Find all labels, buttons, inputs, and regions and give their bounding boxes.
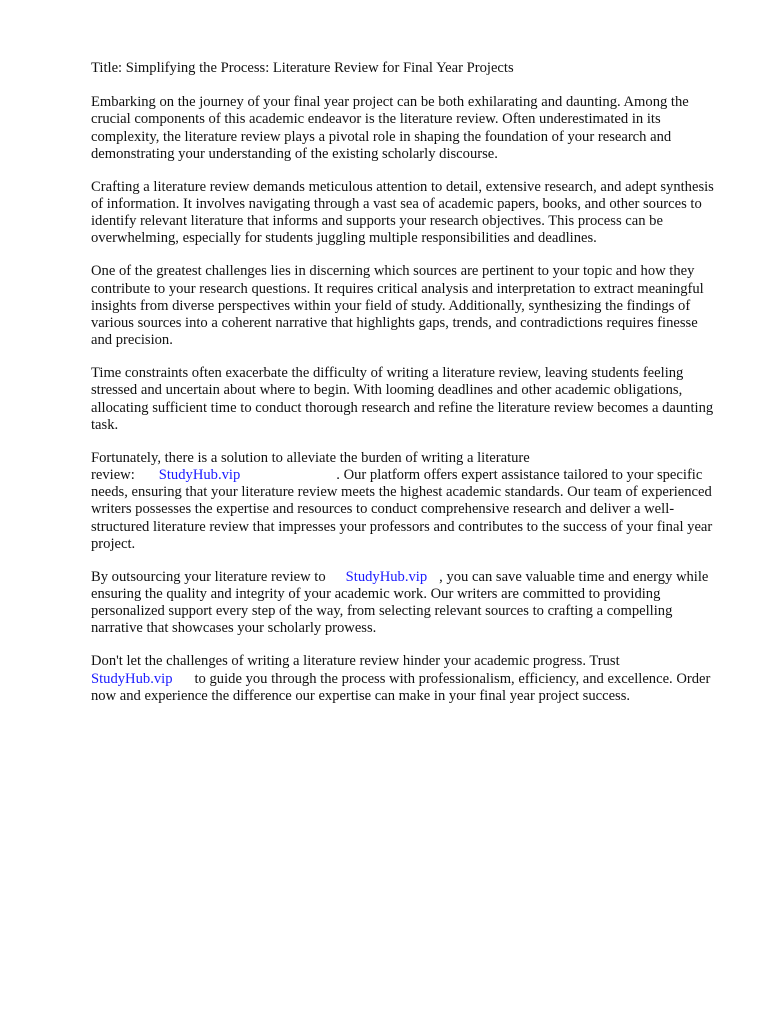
document-page bbox=[91, 60, 721, 721]
paragraph-outsourcing bbox=[91, 569, 721, 638]
paragraph-challenges: One of the greatest challenges lies in discerning which sources are pertinent to your topic and how they contribute to your research questions. It requires critical analysis and interpretation to extract meaningful insights from diverse perspectives within your field of study. Additionally, synthesizing the findings of various sources into a coherent narrative that highlights gaps, trends, and contradictions requires finesse and precision. bbox=[91, 263, 704, 349]
paragraph-time-constraints: Time constraints often exacerbate the difficulty of writing a literature review, leaving students feeling stressed and uncertain about where to begin. With looming deadlines and other academic obligations, allocating sufficient time to conduct thorough research and refine the literature review becomes a daunting task. bbox=[91, 365, 714, 433]
paragraph-solution-text-before: Fortunately, there is a solution to alleviate the burden of writing a literature review: bbox=[91, 449, 530, 484]
paragraph-outsourcing-text-before: By outsourcing your literature review to bbox=[91, 568, 326, 585]
studyhub-link[interactable]: StudyHub.vip bbox=[158, 467, 241, 484]
paragraph-outsourcing-text-after: , you can save valuable time and energy while ensuring the quality and integrity of your academic work. Our writers are committed to providing personalized support every step of the way, from selecting relevant sources to crafting a compelling narrative that showcases your scholarly prowess. bbox=[91, 568, 709, 637]
paragraph-intro: Embarking on the journey of your final year project can be both exhilarating and daunting. Among the crucial components of this academic endeavor is the literature review. Often underestimated in its complexity, the literature review plays a pivotal role in shaping the foundation of your research and demonstrating your understanding of the existing scholarly discourse. bbox=[91, 94, 689, 162]
paragraph-closing-text-before: Don't let the challenges of writing a literature review hinder your academic progress. Trust bbox=[91, 653, 620, 670]
studyhub-link[interactable]: StudyHub.vip bbox=[91, 670, 173, 687]
studyhub-link[interactable]: StudyHub.vip bbox=[345, 568, 428, 585]
paragraph-solution bbox=[91, 450, 721, 553]
paragraph-closing-text-after: to guide you through the process with professionalism, efficiency, and excellence. Order now and experience the difference our expertise can make in your final year project success. bbox=[91, 670, 711, 704]
paragraph-solution-text-after: . Our platform offers expert assistance tailored to your specific needs, ensuring that your literature review meets the highest academic standards. Our team of experienced writers possesses the expertise and resources to conduct comprehensive research and deliver a well-structured literature review that impresses your professors and contributes to the success of your final year project. bbox=[91, 467, 713, 552]
document-title: Title: Simplifying the Process: Literature Review for Final Year Projects bbox=[91, 60, 514, 76]
paragraph-crafting: Crafting a literature review demands meticulous attention to detail, extensive research, and adept synthesis of information. It involves navigating through a vast sea of academic papers, books, and other sources to identify relevant literature that informs and supports your research objectives. This process can be overwhelming, especially for students juggling multiple responsibilities and deadlines. bbox=[91, 178, 714, 247]
paragraph-closing bbox=[91, 653, 721, 705]
